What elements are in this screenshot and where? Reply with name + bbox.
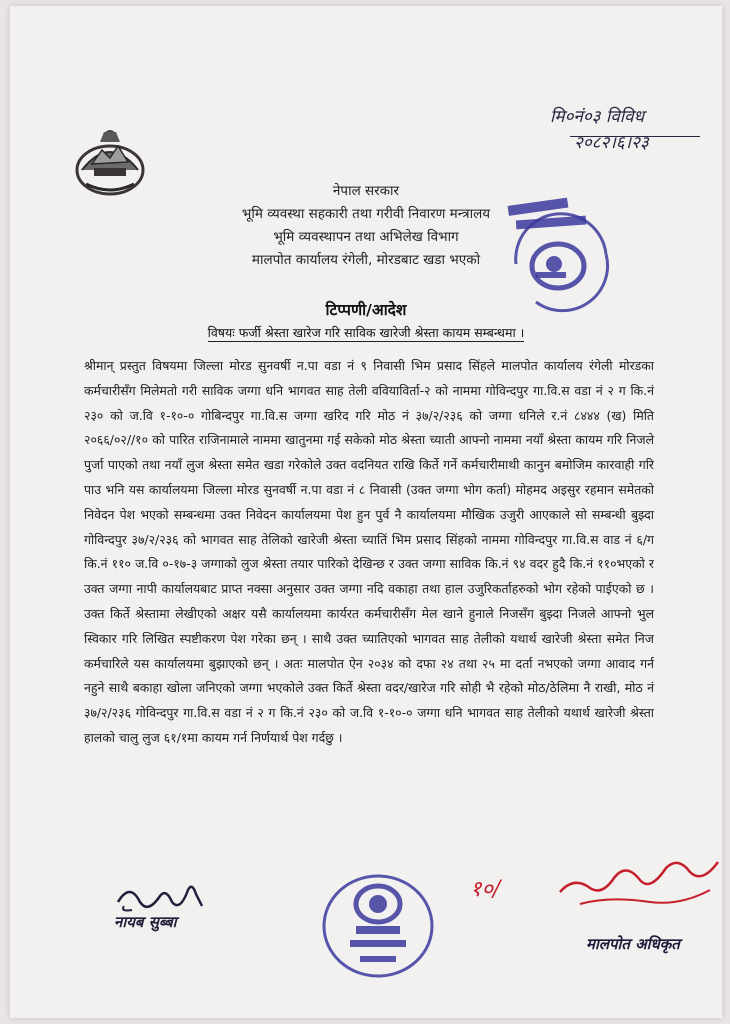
document-title: टिप्पणी/आदेश xyxy=(325,301,407,319)
red-initial-text: १०/ xyxy=(470,877,501,902)
handwritten-line-2: २०८२।६।२३ xyxy=(574,133,649,153)
document-body: श्रीमान् प्रस्तुत विषयमा जिल्ला मोरड सुनवर्षी न.पा वडा नं ९ निवासी भिम प्रसाद सिंहले मालपोत कार्यालय रंगेली मोरडका कर्मचारीसँग मिलेमतो गरी साविक जग्गा धनि भागवत साह तेली ववियाविर्ता-२ को नाममा गोविन्दपुर गा.वि.स वडा नं २ ग कि.नं २३० को ज.वि १-१०-० गोबिन्दपुर गा.वि.स जग्गा खरिद गरि मोठ नं ३७/२/२३६ को जग्गा धनिले र.नं ८४४४ (ख) मिति २०६६/०२//१० को पारित राजिनामाले नाममा खातुनमा गई सकेको मोठ श्रेस्ता च्याती आफ्नो नाममा नयाँ श्रेस्ता कायम गरि निजले पुर्जा पाएको तथा नयाँ लुज श्रेस्ता समेत खडा गरेकोले उक्त वदनियत राखि किर्ते गर्ने कर्मचारीमाथी कानुन बमोजिम कारवाही गरि पाउ भनि यस कार्यालयमा जिल्ला मोरड सुनवर्षी न.पा वडा नं ८ निवासी (उक्त जग्गा भोग कर्ता) मोहमद अइसुर रहमान समेतको निवेदन पेश भएको सम्बन्धमा उक्त निवेदन कार्यालयमा पेश हुन पुर्व नै कार्यालयमा मौखिक उजुरी आएकाले सो सम्बन्धी बुझ्दा गोविन्दपुर ३७/२/२३६ को भागवत साह तेलिको खारेजी श्रेस्ता च्यातिं भिम प्रसाद सिंहको नाममा गोविन्दपुर गा.वि.स वाड नं ६/ग कि.नं ११० ज.वि ०-१७-३ जग्गाको लुज श्रेस्ता तयार पारिको देखिन्छ र उक्त जग्गा साविक कि.नं ९४ वदर हुदै कि.नं ११०भएको र उक्त जग्गा नापी कार्यालयबाट प्राप्त नक्सा अनुसार उक्त जग्गा नदि वकाहा तथा हाल उजुरिकर्ताहरुको भोग रहेको पाईएको छ । उक्त किर्ते श्रेस्तामा लेखीएको अक्षर यसै कार्यालयमा कार्यरत कर्मचारीसँग मेल खाने हुनाले निजसँग बुझ्दा निजले आफ्नो भुल स्विकार गरि लिखित स्पष्टीकरण पेश गरेका छन् । साथै उक्त च्यातिएको भागवत साह तेलीको यथार्थ खारेजी श्रेस्ता समेत निज कर्मचारिले यस कार्यालयमा बुझाएको छन् । अतः मालपोत ऐन २०३४ को दफा २४ तथा २५ मा दर्ता नभएको जग्गा आवाद गर्न नहुने साथै बकाहा खोला जनिएको जग्गा भएकोले उक्त किर्ते श्रेस्ता वदर/खारेज गरि सोही भै रहेको मोठ/ठेलिमा नै राखी, मोठ नं ३७/२/२३६ गोविन्दपुर गा.वि.स वडा नं २ ग कि.नं २३० को ज.वि १-१०-० जग्गा धनि भागवत साह तेलीको यथार्थ खारेजी श्रेस्ता हालको चालु लुज ६१/१मा कायम गर्न निर्णयार्थ पेश गर्दछु । xyxy=(84,358,654,745)
subject-text: विषयः फर्जी श्रेस्ता खारेज गरि साविक खारेजी श्रेस्ता कायम सम्बन्धमा । xyxy=(207,325,525,340)
header-line-3: भूमि व्यवस्थापन तथा अभिलेख विभाग xyxy=(273,229,459,245)
header-line-4: मालपोत कार्यालय रंगेली, मोरडबाट खडा भएको xyxy=(251,252,481,268)
handwritten-line-1: मि०नं०३ विविध xyxy=(550,107,645,127)
handwritten-reference xyxy=(550,104,720,156)
signature-left-label: नायब सुब्बा xyxy=(114,913,177,931)
red-initial-mark xyxy=(466,868,526,908)
document-page xyxy=(10,6,722,1018)
signature-right xyxy=(550,848,722,928)
document-subject xyxy=(10,324,722,341)
handwritten-underline xyxy=(570,136,700,137)
header-line-2: भूमि व्यवस्था सहकारी तथा गरीवी निवारण मन्त्रालय xyxy=(241,206,491,222)
office-stamp-bottom xyxy=(316,864,446,994)
header-line-1: नेपाल सरकार xyxy=(332,183,400,199)
office-stamp-top xyxy=(496,194,626,314)
signature-right-label: मालपोत अधिकृत xyxy=(586,935,680,953)
